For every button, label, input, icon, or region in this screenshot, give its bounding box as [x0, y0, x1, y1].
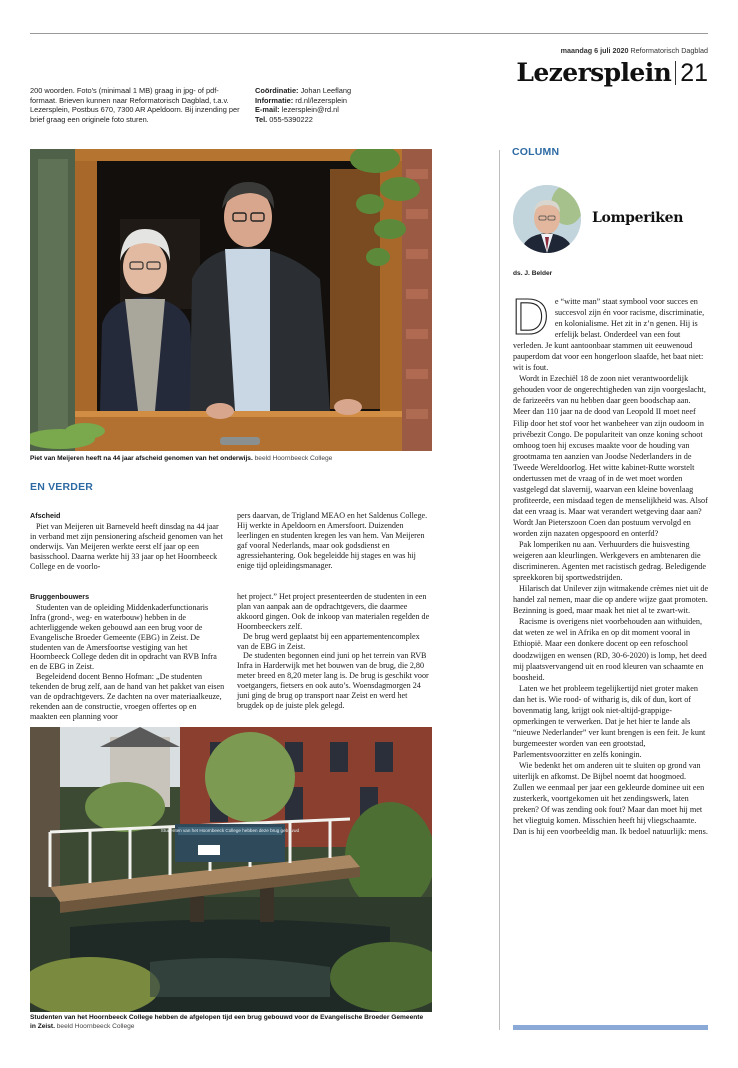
article-afscheid-heading: Afscheid [30, 511, 61, 520]
column-divider [499, 150, 500, 1030]
en-verder-heading: EN VERDER [30, 481, 94, 493]
page-masthead [516, 58, 708, 88]
author-portrait [513, 185, 581, 253]
page-number: 21 [680, 59, 708, 87]
article-bruggenbouwers-col1: Bruggenbouwers Studenten van de opleiding Middenkaderfunctionaris Infra (grond-, weg- en waterbouw) hebben in de achterliggende weken gebouwd aan een brug voor de Evangelische Broeder Gemeente (EBG) in Zeist. De studenten van de Amersfoortse vestiging van het Hoornbeeck College deden dit in opdracht van RVB Infra en de EBG in Zeist. Begeleidend docent Benno Hofman: „De studenten tekenden de brug zelf, aan de hand van het pakket van eisen van de opdrachtgevers. Ze dachten na over materiaalkeuze, rekenden aan de constructie, vroegen offertes op en maakten een planning voor [30, 592, 225, 721]
photo-farewell [30, 149, 432, 451]
column-end-bar [513, 1025, 708, 1030]
article-bruggenbouwers-col2: het project.” Het project presenteerden de studenten in een plan van aanpak aan de opdrachtgevers, die daarmee akkoord gingen. Ook de inkoop van materialen regelden de Hoornbeeckers zelf. De brug werd geplaatst bij een appartementencomplex van de EBG in Zeist. De studenten begonnen eind juni op het terrein van RVB Infra in Harderwijk met het bouwen van de brug, die 2,80 meter breed en 8,20 meter lang is. De brug is geschikt voor voetgangers, fietsers en ook auto’s. Woensdagmorgen 24 juni ging de brug op transport naar Zeist en werd het brugdek op de juiste plek gelegd. [237, 592, 430, 710]
drop-cap: D [512, 288, 549, 345]
column-title: Lomperiken [592, 210, 684, 226]
top-rule [30, 33, 708, 34]
article-afscheid-col1: Afscheid Piet van Meijeren uit Barneveld heeft dinsdag na 44 jaar in verband met zijn pensionering afscheid genomen van het onderwijs. Van Meijeren werkte eerst elf jaar op een basisschool. Daarna werkte hij 33 jaar op het Hoornbeeck College en de voorlo- [30, 511, 225, 571]
photo-farewell-caption: Piet van Meijeren heeft na 44 jaar afscheid genomen van het onderwijs. beeld Hoornbeeck College [30, 455, 333, 462]
photo-bridge [30, 727, 432, 1012]
svg-text:Studenten van het Hoornbeeck C: Studenten van het Hoornbeeck College hebben deze brug gebouwd [160, 828, 300, 833]
submission-info: 200 woorden. Foto's (minimaal 1 MB) graag in jpg- of pdf-formaat. Brieven kunnen naar Reformatorisch Dagblad, t.a.v. Lezersplein, Postbus 670, 7300 AR Apeldoorn. Bij inzending per brief graag een originele foto sturen. [30, 86, 240, 124]
column-body: De “witte man” staat symbool voor succes en succesvol zijn én voor racisme, discriminatie, en kolonialisme. Het zit in z’n genen. Hij is erfelijk belast. Onderdeel van een fout verleden. Je kunt aantoonbaar stammen uit eeuwenoud pauperdom dat voor een hongerloon slaafde, het baat niet: wit is fout. Wordt in Ezechiël 18 de zoon niet verantwoordelijk gehouden voor de ongerechtigheden van zijn voorgeslacht, de farizeeërs van nu hebben daar geen boodschap aan. Meer dan 110 jaar na de dood van Leopold II moet neef Filip door het stof voor het wanbeheer van zijn oudoom in privébezit Congo. De populariteit van onze koning schoot omhoog toen hij excuses maakte voor de houding van grootmama ten aanzien van Joodse Nederlanders in de Tweede Wereldoorlog. Het witte kabinet-Rutte worstelt ondertussen met de vraag of in de wet moet worden vastgelegd dat slavernij, waarvan een kleine bovenlaag profiteerde, een misdaad tegen de menselijkheid was. Alsof dat een vraag is. Maar wat verandert wetgeving daar aan? Wordt Jan Pieterszoon Coen dan postuum vervolgd en worden zijn nazaten opgespoord en onterfd? Pak lomperiken nu aan. Verhuurders die huisvesting weigeren aan kleurlingen. Werkgevers en ambtenaren die discrimineren. Agenten met racistisch gedrag. Beledigende spreekkoren bij sportwedstrijden. Hilarisch dat Unilever zijn witmakende crèmes niet uit de handel zal nemen, maar die op andere wijze gaat promoten. Bezinning is goed, maar maak het niet al te zwart-wit. Racisme is overigens niet voorbehouden aan withuiden, dat weten ze wel in Afrika en op dit moment vooral in Ethiopië. Maar een donkere docent op een refoschool doodzwijgen en wensen (RD, 30-6-2020) is lomp, het deed mij plaatsvervangend uit en rood kleuren van schaamte en boosheid. Laten we het probleem tegelijkertijd niet groter maken dan het is. Wie rood- of witharig is, dik of dun, kort of bovenmatig lang, krijgt ook niet-altijd-grappige-opmerkingen te verwerken. Dat je het hier te lande als “nieuwe Nederlander” ver kunt brengen is een feit. Je kunt burgemeester worden van een grootstad, Parlementsvoorzitter en zelfs koningin. Wie bedenkt het om anderen uit te sluiten op grond van uiterlijk en afkomst. De Bijbel noemt dat hoogmoed. Zullen we eenmaal per jaar een gekleurde dominee uit een zusterkerk, voortgekomen uit het zendingswerk, laten preken? Of was zending ook fout? Maar dan moet hij met het vliegtuig komen. Misschien heeft hij vliegschaamte. Dan is hij een voorbeeldig man. Ik bedoel natuurlijk: mens. [512, 288, 709, 837]
section-title: Lezersplein [516, 58, 672, 87]
contact-info: Coördinatie: Johan Leeflang Informatie: rd.nl/lezersplein E-mail: lezersplein@rd.nl Tel. 055-5390222 [255, 86, 352, 124]
article-bruggenbouwers-heading: Bruggenbouwers [30, 592, 90, 601]
column-byline: ds. J. Belder [513, 270, 553, 277]
article-afscheid-col2: pers daarvan, de Trigland MEAO en het Saldenus College. Hij werkte in Apeldoorn en Amersfoort. Duizenden leerlingen en studenten kregen les van hem. Van Meijeren gaf vooral Nederlands, maar ook godsdienst en agressiehantering. Ook begeleidde hij stages en was hij enige tijd opleidingsmanager. [237, 511, 428, 570]
column-heading: COLUMN [512, 146, 560, 158]
dateline: maandag 6 juli 2020 Reformatorisch Dagblad [560, 46, 708, 55]
masthead-divider [675, 61, 676, 85]
photo-bridge-caption: Studenten van het Hoornbeeck College hebben de afgelopen tijd een brug gebouwd voor de Evangelische Broeder Gemeente in Zeist. beeld Hoornbeeck College [30, 1014, 424, 1030]
